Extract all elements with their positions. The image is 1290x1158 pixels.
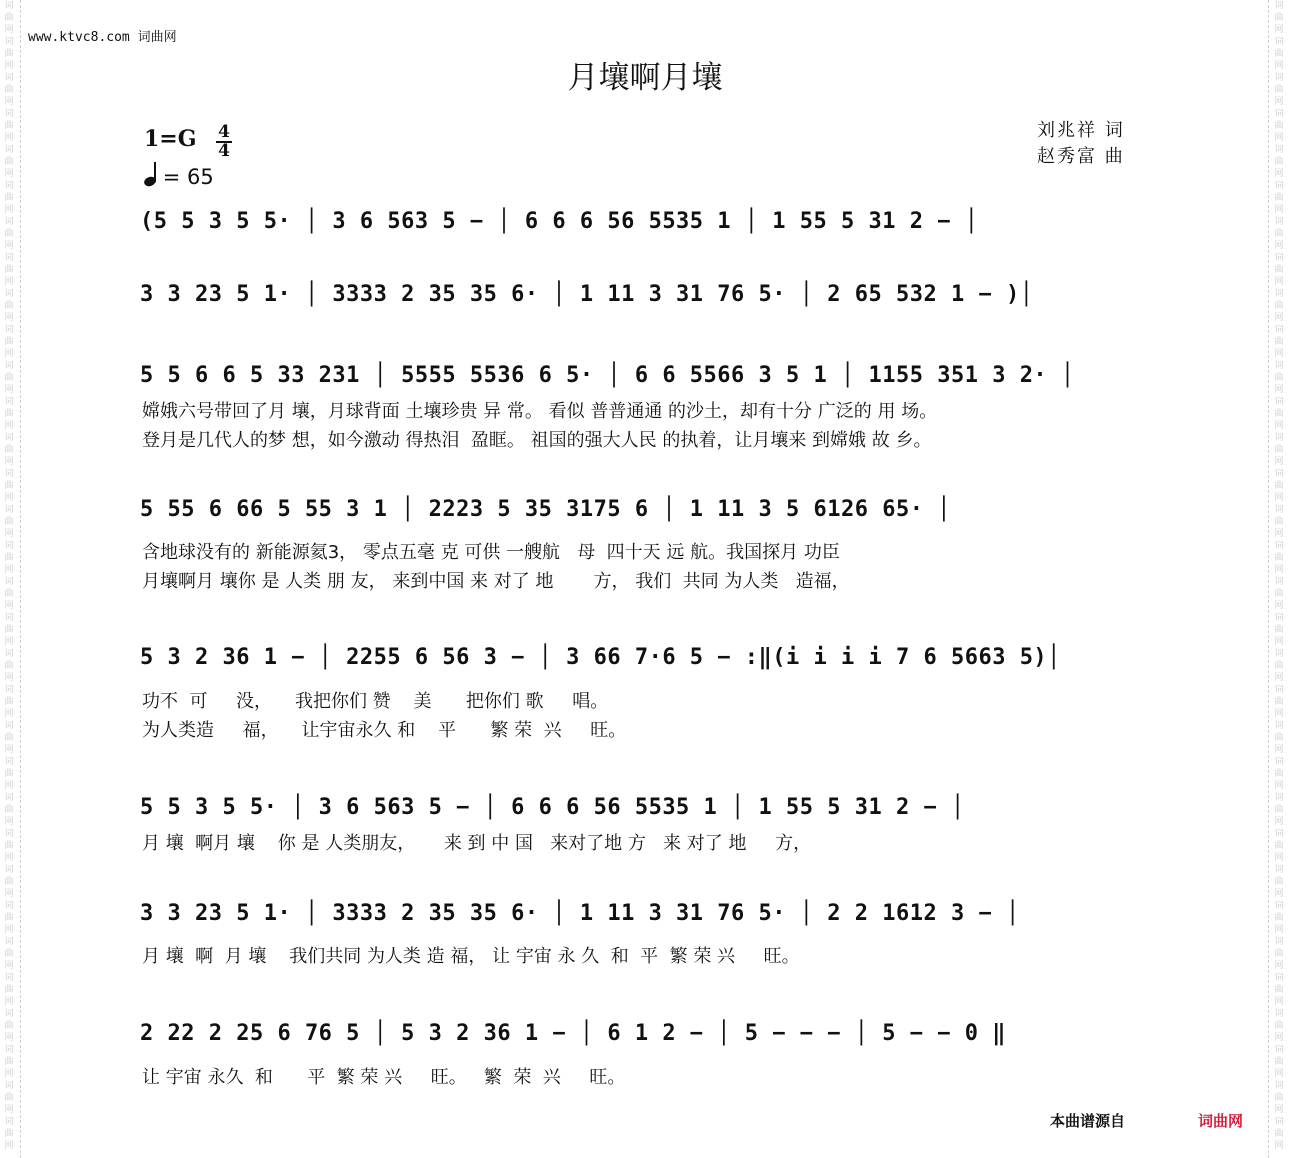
lyric-line: 嫦娥六号带回了月 壤，月球背面 土壤珍贵 异 常。 看似 普普通通 的沙土，却有十分 广泛的 用 场。 — [142, 401, 938, 422]
score-row-6: 5 5 3 5 5· │ 3 6 563 5 − │ 6 6 6 56 5535 1 │ 1 55 5 31 2 − │ — [140, 795, 965, 820]
score-row-1: (5 5 3 5 5· │ 3 6 563 5 − │ 6 6 6 56 5535 1 │ 1 55 5 31 2 − │ — [140, 209, 979, 234]
score-row-3: 5 5 6 6 5 33 231 │ 5555 5536 6 5· │ 6 6 5566 3 5 1 │ 1155 351 3 2· │ — [140, 363, 1075, 388]
time-signature-top: 4 — [218, 122, 230, 142]
footer-site-link[interactable]: 词曲网 — [1198, 1112, 1244, 1130]
footer-source-label: 本曲谱源自 — [1050, 1112, 1126, 1130]
song-title: 月壤啊月壤 — [567, 60, 723, 96]
lyricist-credit: 刘兆祥 词 — [1037, 120, 1125, 141]
composer-credit: 赵秀富 曲 — [1037, 146, 1125, 167]
left-watermark-strip: 词 曲 网 词 曲 网 词 曲 网 词 曲 网 词 曲 网 词 曲 网 词 曲 网 词 曲 网 词 曲 网 词 曲 网 词 曲 网 词 曲 网 词 曲 网 词 曲 网 词 曲 网 词 曲 网 词 曲 网 词 曲 网 词 曲 网 词 曲 网 词 曲 网 词 曲 网 词 曲 网 词 曲 网 词 曲 网 词 曲 网 词 曲 网 词 曲 网 词 曲 网 词 曲 网 词 曲 网 词 曲 网 — [4, 1, 14, 1151]
lyric-line: 登月是几代人的梦 想，如今激动 得热泪 盈眶。 祖国的强大人民 的执着，让月壤来 到嫦娥 故 乡。 — [142, 430, 932, 451]
score-row-4: 5 55 6 66 5 55 3 1 │ 2223 5 35 3175 6 │ 1 11 3 5 6126 65· │ — [140, 497, 951, 522]
score-row-2: 3 3 23 5 1· │ 3333 2 35 35 6· │ 1 11 3 31 76 5· │ 2 65 532 1 − )│ — [140, 282, 1034, 307]
time-signature-bottom: 4 — [218, 141, 230, 161]
tempo-marking — [144, 162, 214, 189]
tempo-value: = 65 — [162, 165, 214, 189]
time-signature — [216, 124, 232, 160]
lyric-line: 为人类造 福， 让宇宙永久 和 平 繁 荣 兴 旺。 — [142, 720, 627, 741]
key-signature: 1=G — [144, 126, 197, 152]
lyric-line: 含地球没有的 新能源氦3， 零点五毫 克 可供 一艘航 母 四十天 远 航。我国探月 功臣 — [142, 542, 840, 563]
lyric-line: 月 壤 啊月 壤 你 是 人类朋友， 来 到 中 国 来对了地 方 来 对了 地 方， — [142, 833, 812, 854]
lyric-line: 让 宇宙 永久 和 平 繁 荣 兴 旺。 繁 荣 兴 旺。 — [142, 1067, 626, 1088]
score-row-5: 5 3 2 36 1 − │ 2255 6 56 3 − │ 3 66 7·6 5 − :‖(i i i i 7 6 5663 5)│ — [140, 645, 1061, 670]
score-row-7: 3 3 23 5 1· │ 3333 2 35 35 6· │ 1 11 3 31 76 5· │ 2 2 1612 3 − │ — [140, 901, 1020, 926]
right-watermark-strip: 词 曲 网 词 曲 网 词 曲 网 词 曲 网 词 曲 网 词 曲 网 词 曲 网 词 曲 网 词 曲 网 词 曲 网 词 曲 网 词 曲 网 词 曲 网 词 曲 网 词 曲 网 词 曲 网 词 曲 网 词 曲 网 词 曲 网 词 曲 网 词 曲 网 词 曲 网 词 曲 网 词 曲 网 词 曲 网 词 曲 网 词 曲 网 词 曲 网 词 曲 网 词 曲 网 词 曲 网 词 曲 网 — [1274, 1, 1284, 1151]
lyric-line: 功不 可 没， 我把你们 赞 美 把你们 歌 唱。 — [142, 691, 609, 712]
score-row-8: 2 22 2 25 6 76 5 │ 5 3 2 36 1 − │ 6 1 2 − │ 5 − − − │ 5 − − 0 ‖ — [140, 1021, 1006, 1046]
lyric-line: 月 壤 啊 月 壤 我们共同 为人类 造 福， 让 宇宙 永 久 和 平 繁 荣 兴 旺。 — [142, 946, 800, 967]
site-header[interactable]: www.ktvc8.com 词曲网 — [28, 30, 177, 45]
quarter-note-icon — [144, 165, 156, 189]
lyric-line: 月壤啊月 壤你 是 人类 朋 友， 来到中国 来 对了 地 方， 我们 共同 为人类 造福， — [142, 571, 850, 592]
